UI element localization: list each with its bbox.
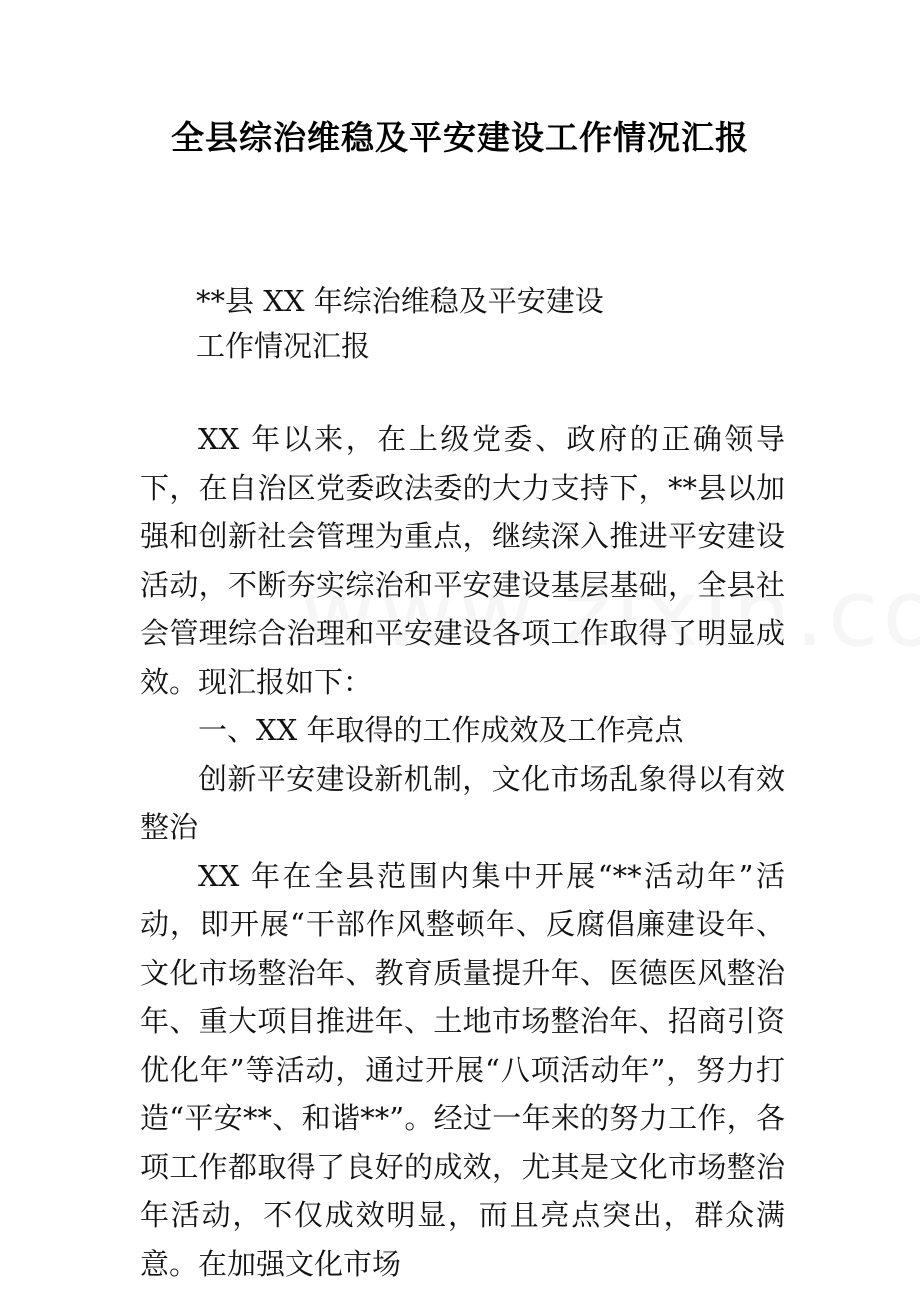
document-title: 全县综治维稳及平安建设工作情况汇报 — [171, 118, 749, 157]
subsection-heading: 创新平安建设新机制，文化市场乱象得以有效整治 — [140, 761, 785, 844]
report-subtitle-line-2: 工作情况汇报 — [196, 329, 371, 363]
paragraph-activities: XX 年在全县范围内集中开展“**活动年”活动，即开展“干部作风整顿年、反腐倡廉建设年、文化市场整治年、教育质量提升年、医德医风整治年、重大项目推进年、土地市场整治年、招商引资优化年”等活动，通过开展“八项活动年”，努力打造“平安**、和谐**”。经过一年来的努力工作，各项工作都取得了良好的成效，尤其是文化市场整治年活动，不仅成效明显，而且亮点突出，群众满意。在加强文化市场 — [140, 858, 785, 1281]
report-subtitle-line-1: **县 XX 年综治维稳及平安建设 — [196, 284, 604, 318]
document-body — [140, 415, 785, 1288]
paragraph-intro: XX 年以来，在上级党委、政府的正确领导下，在自治区党委政法委的大力支持下，**县以加强和创新社会管理为重点，继续深入推进平安建设活动，不断夯实综治和平安建设基层基础，全县社会管理综合治理和平安建设各项工作取得了明显成效。现汇报如下： — [140, 422, 785, 699]
section-heading: 一、XX 年取得的工作成效及工作亮点 — [198, 713, 684, 747]
